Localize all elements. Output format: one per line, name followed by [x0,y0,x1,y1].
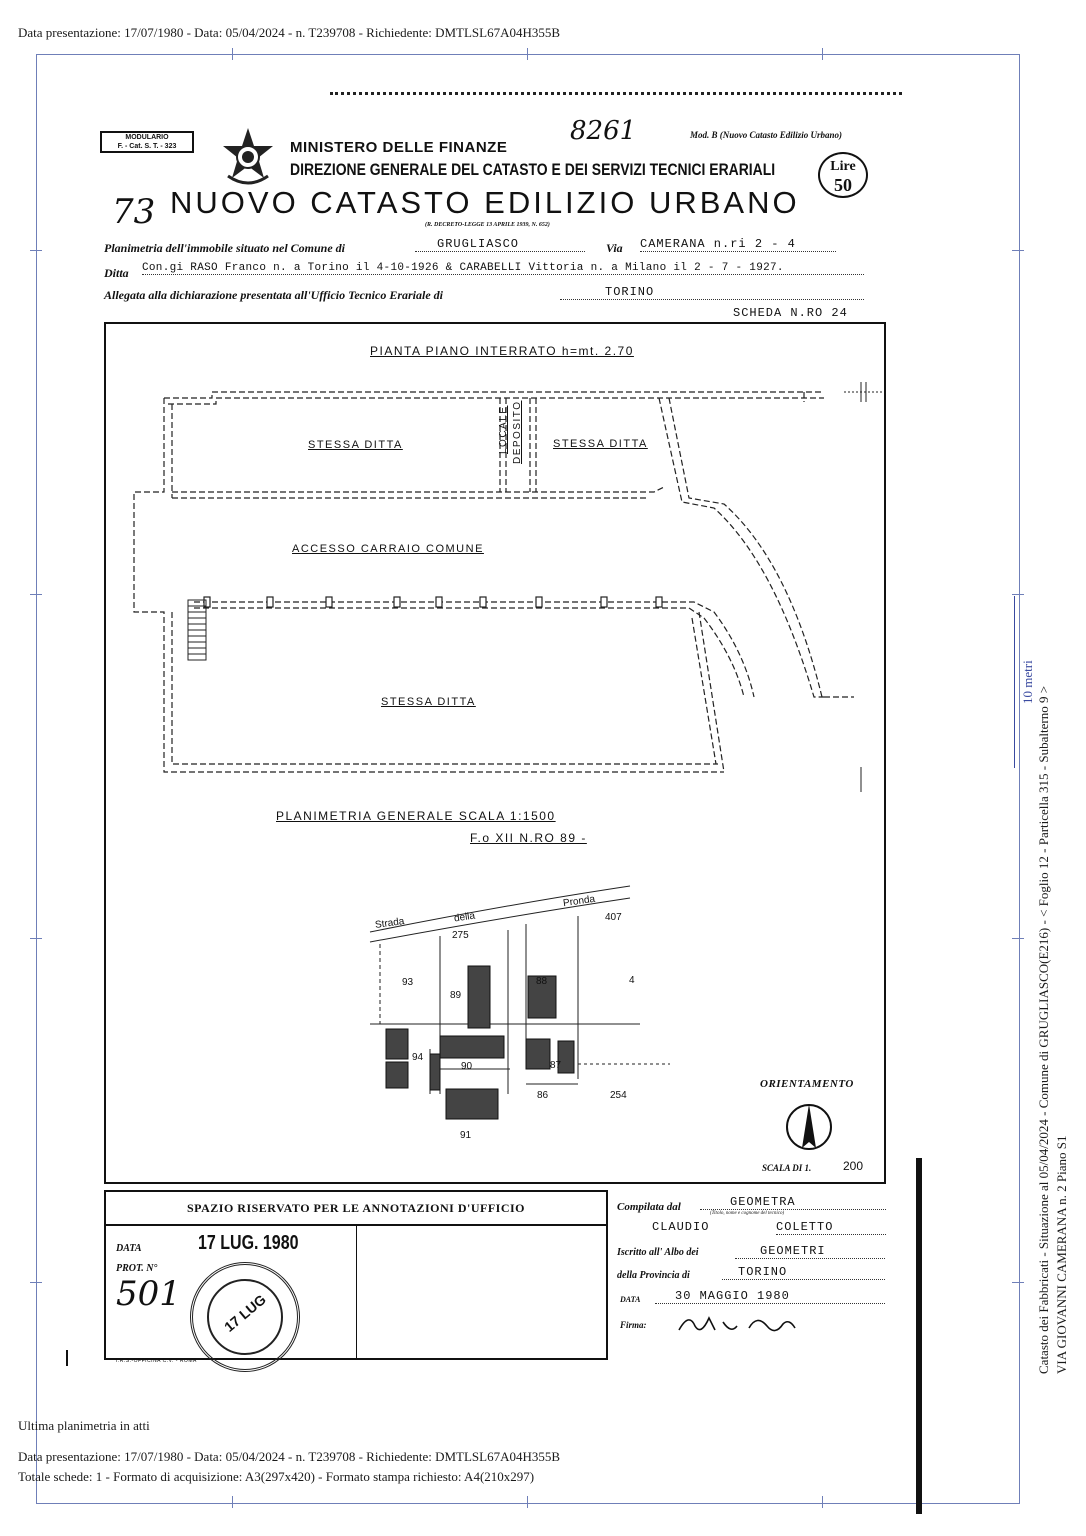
anno-data-value: 17 LUG. 1980 [198,1232,299,1254]
room-right-label: STESSA DITTA [553,438,648,450]
handwritten-73: 73 [112,192,156,232]
lire-value: 50 [834,175,852,195]
provincia-label: della Provincia di [617,1270,690,1281]
scheda: SCHEDA N.RO 24 [733,306,848,320]
via-label: Via [606,241,623,255]
compilata-data-label: DATA [620,1295,641,1304]
map-label-87: 87 [550,1060,562,1071]
albo-label: Iscritto all' Albo dei [617,1247,699,1258]
margin-mark [66,1350,68,1366]
anno-prot-label: PROT. N° [116,1263,158,1274]
mod-b: Mod. B (Nuovo Catasto Edilizio Urbano) [690,130,843,140]
ditta-value: Con.gi RASO Franco n. a Torino il 4-10-1926 & CARABELLI Vittoria n. a Milano il 2 - 7 - 1927. [142,262,864,275]
planimetria-label: Planimetria dell'immobile situato nel Comune di [104,241,346,255]
corridor-label: ACCESSO CARRAIO COMUNE [292,543,484,555]
room-center-label-2: DEPOSITO [512,400,523,464]
map-label-4: 4 [629,975,635,986]
map-label-della: della [453,910,476,925]
modulario-code: F. - Cat. S. T. - 323 [117,143,177,150]
map-label-94: 94 [412,1052,424,1063]
floor-plan-drawing [104,322,882,792]
allegata-label: Allegata alla dichiarazione presentata all'Ufficio Tecnico Erariale di [104,288,443,302]
compilata-label: Compilata dal [617,1201,681,1213]
room-left-label: STESSA DITTA [308,439,403,451]
modulario-box [100,131,194,153]
compass-icon [784,1100,834,1154]
compilata-data-value: 30 MAGGIO 1980 [655,1289,885,1304]
generale-title: PLANIMETRIA GENERALE SCALA 1:1500 [276,809,556,823]
plan-title: PIANTA PIANO INTERRATO h=mt. 2.70 [370,344,634,358]
map-label-88: 88 [536,976,548,987]
ufficio-value: TORINO [560,285,864,300]
scale-bar [1014,596,1015,768]
annotazioni-title: SPAZIO RISERVATO PER LE ANNOTAZIONI D'UFFICIO [106,1192,606,1226]
room-center-label-1: LOCALE [498,405,509,454]
lire-stamp [818,152,868,198]
anno-prot-value: 501 [116,1274,181,1314]
comune-value: GRUGLIASCO [415,237,585,252]
map-label-strada: Strada [374,916,406,931]
printer-label: I.R.S.-OFFICINA C.V. - ROMA [116,1358,197,1364]
emblem-icon [220,126,276,188]
modulario-label: MODULARIO [125,134,169,141]
map-label-254: 254 [610,1090,627,1101]
scan-bar [916,1158,922,1514]
scale-label: 10 metri [1020,660,1035,704]
ditta-label: Ditta [104,266,129,280]
decreto: (R. DECRETO-LEGGE 13 APRILE 1939, N. 652) [425,222,550,228]
albo-value: GEOMETRI [735,1244,885,1259]
firma-label: Firma: [620,1320,647,1330]
anno-data-label: DATA [116,1243,142,1254]
direzione: DIREZIONE GENERALE DEL CATASTO E DEI SERVIZI TECNICI ERARIALI [290,160,776,179]
foglio-label: F.o XII N.RO 89 - [470,831,587,845]
site-map [360,884,680,1154]
scala-value: 200 [843,1159,864,1173]
map-label-90: 90 [461,1061,473,1072]
scala-label: SCALA DI 1. [762,1163,812,1173]
footer-ultima: Ultima planimetria in atti [18,1418,150,1433]
provincia-value: TORINO [722,1265,885,1280]
map-label-86: 86 [537,1090,549,1101]
compilata-note: (Titolo, nome e cognome del tecnico) [710,1211,785,1216]
compilata-nome: CLAUDIO [652,1220,710,1234]
via-value: CAMERANA n.ri 2 - 4 [640,237,836,252]
map-label-91: 91 [460,1130,472,1141]
stamp-text: 17 LUG [221,1291,269,1335]
compilata-titolo: GEOMETRA [700,1195,886,1210]
header-line: Data presentazione: 17/07/1980 - Data: 05/04/2024 - n. T239708 - Richiedente: DMTLSL67A04H355B [18,25,561,40]
map-label-275: 275 [452,930,469,941]
orientamento-label: ORIENTAMENTO [760,1078,854,1090]
scan-edge [330,92,902,98]
form-title: NUOVO CATASTO EDILIZIO URBANO [170,185,800,220]
footer-line1: Data presentazione: 17/07/1980 - Data: 05/04/2024 - n. T239708 - Richiedente: DMTLSL67A04H355B [18,1449,561,1464]
side-text-line1: Catasto dei Fabbricati - Situazione al 05/04/2024 - Comune di GRUGLIASCO(E216) - < Foglio 12 - Particella 315 - Subalterno 9 > [1036,685,1051,1374]
map-label-pronda: Pronda [562,893,596,910]
map-label-89: 89 [450,990,462,1001]
handwritten-number: 8261 [570,116,637,146]
ministero: MINISTERO DELLE FINANZE [290,139,508,156]
room-bottom-label: STESSA DITTA [381,696,476,708]
map-label-407: 407 [605,912,622,923]
signature-icon [675,1308,805,1338]
footer-line2: Totale schede: 1 - Formato di acquisizione: A3(297x420) - Formato stampa richiesto: A4(210x297) [18,1469,535,1484]
office-stamp [190,1262,300,1372]
lire-label: Lire [830,159,856,174]
compilata-cognome: COLETTO [776,1220,886,1235]
map-label-93: 93 [402,977,414,988]
side-text-line2: VIA GIOVANNI CAMERANA n. 2 Piano S1 [1054,1135,1069,1374]
